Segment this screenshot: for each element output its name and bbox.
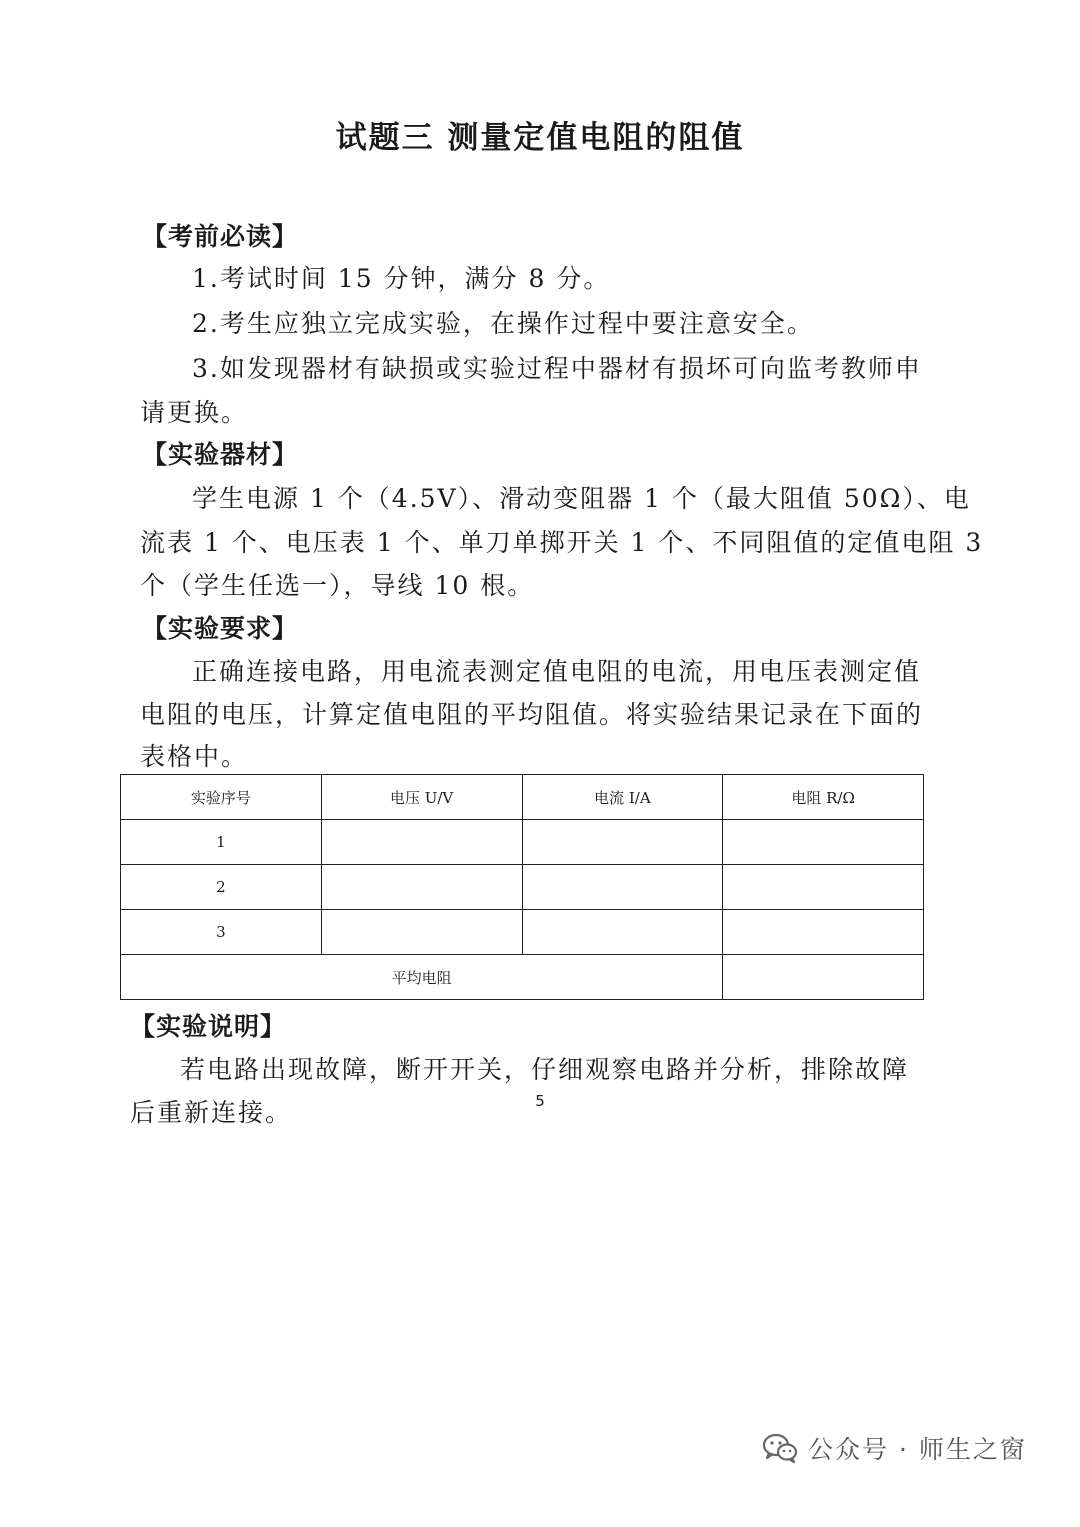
resistance-cell[interactable] bbox=[723, 865, 924, 910]
average-resistance-cell[interactable] bbox=[723, 955, 924, 1000]
voltage-cell[interactable] bbox=[321, 865, 522, 910]
requirements-line-3: 表格中。 bbox=[140, 742, 249, 771]
results-table bbox=[120, 774, 924, 1000]
explanation-line-1: 若电路出现故障，断开开关，仔细观察电路并分析，排除故障 bbox=[180, 1055, 910, 1084]
header-resistance: 电阻 R/Ω bbox=[723, 775, 924, 820]
voltage-cell[interactable] bbox=[321, 910, 522, 955]
resistance-cell[interactable] bbox=[723, 910, 924, 955]
average-resistance-label: 平均电阻 bbox=[121, 955, 723, 1000]
wechat-icon bbox=[762, 1432, 798, 1464]
header-voltage: 电压 U/V bbox=[321, 775, 522, 820]
trial-number-cell: 2 bbox=[121, 865, 322, 910]
header-current: 电流 I/A bbox=[522, 775, 723, 820]
watermark bbox=[762, 1430, 1027, 1466]
average-row bbox=[121, 955, 924, 1000]
equipment-line-2: 流表 1 个、电压表 1 个、单刀单掷开关 1 个、不同阻值的定值电阻 3 bbox=[140, 528, 984, 557]
table-row bbox=[121, 865, 924, 910]
equipment-heading: 【实验器材】 bbox=[142, 440, 299, 469]
voltage-cell[interactable] bbox=[321, 820, 522, 865]
notice-line-3: 3.如发现器材有缺损或实验过程中器材有损坏可向监考教师申 bbox=[192, 354, 922, 383]
table-row bbox=[121, 820, 924, 865]
notice-line-1: 1.考试时间 15 分钟，满分 8 分。 bbox=[192, 264, 611, 293]
notice-line-4: 请更换。 bbox=[140, 398, 249, 427]
current-cell[interactable] bbox=[522, 910, 723, 955]
table-row bbox=[121, 910, 924, 955]
notice-heading: 【考前必读】 bbox=[142, 222, 299, 251]
explanation-heading: 【实验说明】 bbox=[130, 1012, 287, 1041]
watermark-text: 公众号 · 师生之窗 bbox=[808, 1435, 1027, 1464]
table-header-row bbox=[121, 775, 924, 820]
equipment-line-1: 学生电源 1 个（4.5V）、滑动变阻器 1 个（最大阻值 50Ω）、电 bbox=[192, 484, 971, 513]
resistance-cell[interactable] bbox=[723, 820, 924, 865]
trial-number-cell: 1 bbox=[121, 820, 322, 865]
header-trial-number: 实验序号 bbox=[121, 775, 322, 820]
requirements-line-2: 电阻的电压，计算定值电阻的平均阻值。将实验结果记录在下面的 bbox=[140, 700, 924, 729]
requirements-line-1: 正确连接电路，用电流表测定值电阻的电流，用电压表测定值 bbox=[192, 657, 922, 686]
page-number: 5 bbox=[535, 1092, 545, 1110]
explanation-line-2: 后重新连接。 bbox=[130, 1098, 293, 1127]
page-title: 试题三 测量定值电阻的阻值 bbox=[335, 120, 745, 156]
trial-number-cell: 3 bbox=[121, 910, 322, 955]
requirements-heading: 【实验要求】 bbox=[142, 614, 299, 643]
current-cell[interactable] bbox=[522, 820, 723, 865]
current-cell[interactable] bbox=[522, 865, 723, 910]
notice-line-2: 2.考生应独立完成实验，在操作过程中要注意安全。 bbox=[192, 309, 814, 338]
equipment-line-3: 个（学生任选一），导线 10 根。 bbox=[140, 571, 535, 600]
